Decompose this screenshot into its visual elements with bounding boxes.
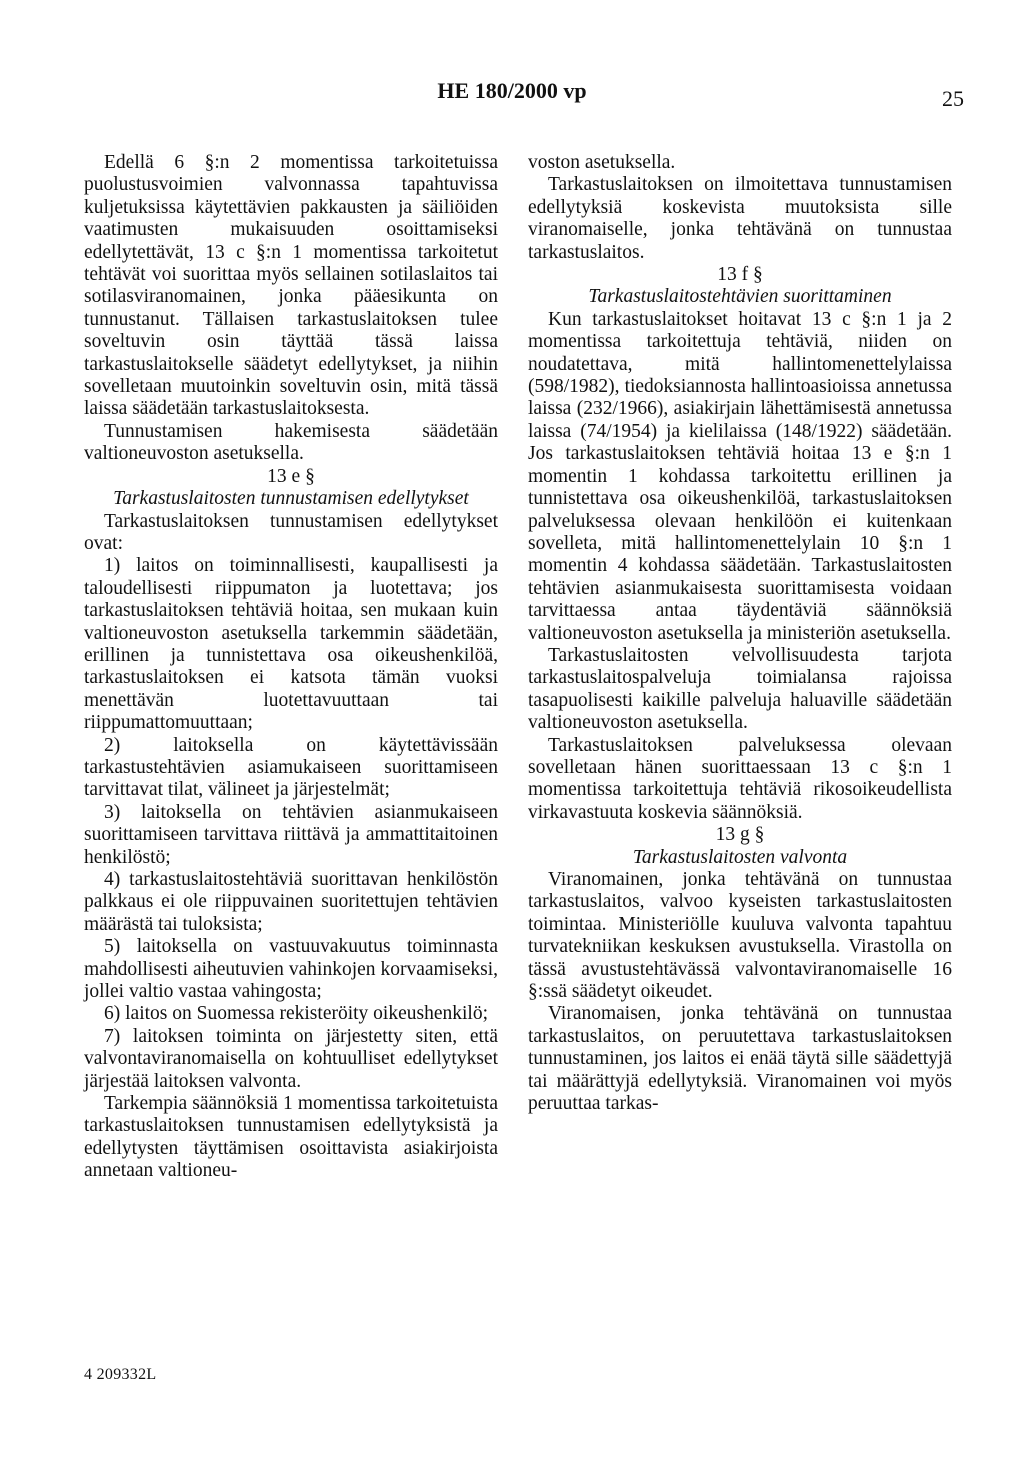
list-item: 4) tarkastuslaitostehtäviä suorittavan henkilöstön palkkaus ei ole riippuvainen suoritettujen tehtävien määrästä tai tuloksista; [84,869,498,935]
paragraph: voston asetuksella. [528,152,676,173]
section-number: 13 f § [717,264,763,286]
section-number: 13 g § [715,824,765,846]
paragraph: Tunnustamisen hakemisesta säädetään valtioneuvoston asetuksella. [84,420,498,465]
list-item: 7) laitoksen toiminta on järjestetty siten, että valvontaviranomaisella on kohtuulliset edellytykset järjestää laitoksen valvonta. [84,1025,498,1092]
paragraph: Kun tarkastuslaitokset hoitavat 13 c §:n 1 ja 2 momentissa tarkoitettuja tehtäviä, niiden on noudatettava, mitä hallintomenettelylaissa (598/1982), tiedoksiannosta hallintoasioissa annetussa laissa (232/1966), asiakirjain lähettämisestä annetussa laissa (74/1954) ja kielilaissa (148/1922) säädetään. Jos tarkastuslaitoksen tehtäviä hoitaa 13 e §:n 1 momentin 1 kohdassa tarkoitettu erillinen ja tunnistettava osa oikeushenkilöä, tarkastuslaitoksen palveluksessa olevaan henkilöön ei kuitenkaan sovelleta, mitä hallintomenettelylain 10 §:n 1 momentin 4 kohdassa säädetään. Tarkastuslaitosten tehtävien asianmukaisesta suorittamisesta voidaan tarvittaessa antaa täydentäviä säännöksiä valtioneuvoston asetuksella ja ministeriön asetuksella. [528,308,952,644]
list-item: 2) laitoksella on käytettävissään tarkastustehtävien asiamukaiseen suorittamiseen tarvittavat tilat, välineet ja järjestelmät; [84,734,498,801]
section-number: 13 e § [267,465,315,487]
list-item: 6) laitos on Suomessa rekisteröity oikeushenkilö; [104,1003,488,1025]
paragraph: Tarkastuslaitosten velvollisuudesta tarjota tarkastuslaitospalveluja toimialansa rajoissa tasapuolisesti kaikille palveluja haluaville säädetään valtioneuvoston asetuksella. [528,644,952,734]
paragraph: Tarkastuslaitoksen palveluksessa olevaan sovelletaan hänen suorittaessaan 13 c §:n 1 momentissa tarkoitettuja tehtäviä rikosoikeudellista virkavastuuta koskevia säännöksiä. [528,734,952,823]
paragraph: Viranomaisen, jonka tehtävänä on tunnustaa tarkastuslaitos, on peruutettava tarkastuslaitoksen tunnustaminen, jos laitos ei enää täytä sille säädettyjä tai määrättyjä edellytyksiä. Viranomainen voi myös peruuttaa tarkas- [528,1003,952,1115]
section-title: Tarkastuslaitosten valvonta [632,846,848,868]
paragraph: Viranomainen, jonka tehtävänä on tunnustaa tarkastuslaitos, valvoo kyseisten tarkastuslaitosten toimintaa. Ministeriölle kuuluva valvonta tapahtuu turvatekniikan keskuksen avustuksella. Virastolla on tässä avustustehtävässä valvontaviranomaiselle 16 §:ssä säädetyt oikeudet. [528,869,952,1003]
left-column [84,152,498,1183]
paragraph: Edellä 6 §:n 2 momentissa tarkoitetuissa puolustusvoimien valvonnassa tapahtuvissa kuljetuksissa käytettävien pakkausten ja säiliöiden vaatimusten mukaisuuden osoittamiseksi edellytettävät, 13 c §:n 1 momentissa tarkoitetut tehtävät voi suorittaa myös sellainen sotilaslaitos tai sotilasviranomainen, jonka pääesikunta on tunnustanut. Tällaisen tarkastuslaitoksen tulee soveltuvin osin täyttää tässä laissa tarkastuslaitokselle säädetyt edellytykset, ja niihin sovelletaan muutoinkin soveltuvin osin, mitä tässä laissa säädetään tarkastuslaitoksesta. [84,152,498,420]
list-item: 1) laitos on toiminnallisesti, kaupallisesti ja taloudellisesti riippumaton ja luotettava; jos tarkastuslaitoksen tehtäviä hoitaa, sen mukaan kuin valtioneuvoston asetuksella tarkemmin säädetään, erillinen ja tunnistettava osa oikeushenkilöä, tarkastuslaitoksen ei katsota tämän vuoksi menettävän luotettavuuttaan tai riippumattomuuttaan; [84,555,498,734]
document-id-header: HE 180/2000 vp [437,78,587,103]
list-item: 3) laitoksella on tehtävien asianmukaiseen suorittamiseen tarvittava riittävä ja ammattitaitoinen henkilöstö; [84,801,498,868]
list-item: 5) laitoksella on vastuuvakuutus toiminnasta mahdollisesti aiheutuvien vahinkojen korvaamiseksi, jollei valtio vastaa vahingosta; [84,936,498,1003]
paragraph: Tarkastuslaitoksen on ilmoitettava tunnustamisen edellytyksiä koskevista muutoksista sille viranomaiselle, jonka tehtävänä on tunnustaa tarkastuslaitos. [528,174,952,263]
paragraph: Tarkastuslaitoksen tunnustamisen edellytykset ovat: [84,510,498,554]
section-title: Tarkastuslaitostehtävien suorittaminen [588,286,892,308]
right-column [528,152,952,1115]
paragraph: Tarkempia säännöksiä 1 momentissa tarkoitetuista tarkastuslaitoksen tunnustamisen edellytyksistä ja edellytysten täyttämisen osoittavista asiakirjoista annetaan valtioneu- [84,1093,498,1182]
page-number: 25 [942,86,964,111]
section-title: Tarkastuslaitosten tunnustamisen edellytykset [113,488,469,510]
print-code: 4 209332L [84,1366,157,1383]
